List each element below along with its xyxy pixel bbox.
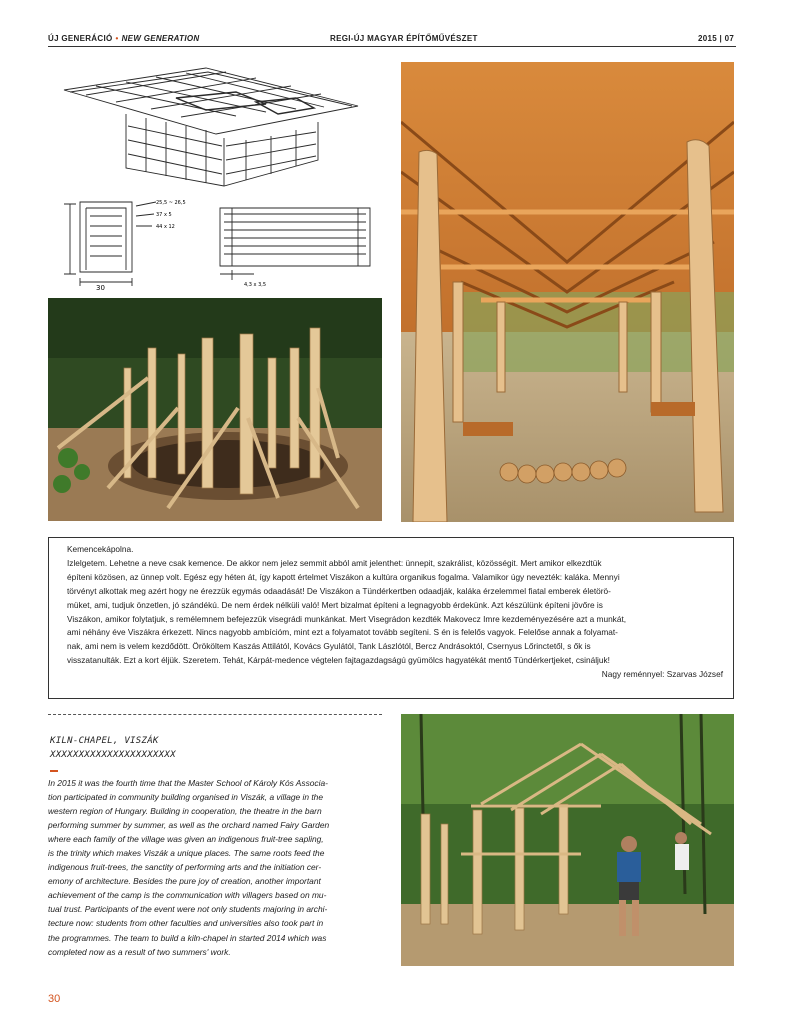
sketch-dims-b: 37 x 5: [156, 212, 172, 218]
caption-line: tual trust. Participants of the event were not only students majoring in archi-: [48, 904, 328, 915]
quote-line: építeni közösen, az ünnep volt. Egész egy héten át, így kapott értelmet Viszákon a kultúra organikus fogalma. Valamikor úgy nevezték: kaláka. Mennyi: [67, 571, 620, 582]
caption-line: western region of Hungary. Building in cooperation, the theatre in the barn: [48, 806, 322, 817]
header-issue: 2015 | 07: [698, 34, 735, 43]
caption-line: emony of architecture. Besides the pure joy of creation, another important: [48, 876, 321, 887]
caption-heading: [50, 734, 176, 762]
header-section-en: NEW GENERATION: [121, 34, 200, 43]
english-caption-text: [48, 776, 384, 959]
sketch-width-label: 30: [96, 284, 105, 292]
sketch-perspective: [56, 62, 366, 188]
sketch-dims-a: 25,5 ~ 26,5: [156, 200, 186, 206]
caption-line: In 2015 it was the fourth time that the Master School of Károly Kós Associa-: [48, 778, 328, 788]
header-separator: •: [115, 34, 119, 43]
header-section-hu: ÚJ GENERÁCIÓ: [48, 34, 113, 43]
caption-line: tecture now: students from other faculties and universities also took part in: [48, 918, 324, 929]
header-center-title: REGI-ÚJ MAGYAR ÉPÍTŐMŰVÉSZET: [330, 34, 478, 43]
quote-signature: Nagy reménnyel: Szarvas József: [601, 669, 723, 680]
caption-line: where each family of the village was given an indigenous fruit-tree sapling,: [48, 834, 324, 845]
photo-chapel-interior-image: [401, 62, 734, 522]
caption-line: tion participated in community building organised in Viszák, a village in the: [48, 792, 323, 803]
hungarian-quote-box: [48, 537, 734, 699]
photo-pole-circle-image: [48, 298, 382, 521]
photo-pole-circle: [48, 298, 382, 521]
quote-line: nak, ami nem is velem kezdődött. Örököltem Kaszás Attilától, Kovács Gyulától, Tank Lászlótól, Bercz Andrásoktól, Csernyus Lőrinctetől, s ők is: [67, 641, 591, 652]
sketch-elevation: [214, 200, 378, 292]
page-number: 30: [48, 993, 61, 1005]
caption-line: the programmes. The team to build a kiln-chapel in started 2014 which was: [48, 932, 327, 943]
sketch-dims-e: 4,3 x 3,5: [244, 282, 267, 288]
header-rule: [48, 46, 736, 47]
sketch-dims-c: 44 x 12: [156, 224, 175, 230]
sketch-section-drawing: [56, 196, 196, 292]
quote-line: müket, ami, tudjuk önzetlen, jó szándékú. De nem érdek nélküli való! Mert bizalmat építeni a legnagyobb érdekünk. Azt készülünk építeni jövőre is: [67, 599, 603, 610]
quote-line: törvényt alkottak meg azért hogy ne érezzük egymás odaadását! De Viszákon a Tündérkertben odaadják, kaláka érzelemmel fiatal emberek életörö-: [67, 585, 611, 596]
caption-line: achievement of the camp is the communication with villagers based on mu-: [48, 890, 327, 901]
caption-line: performing summer by summer, as well as the orchard named Fairy Garden: [48, 820, 330, 831]
quote-line: Izlelgetem. Lehetne a neve csak kemence. De akkor nem jelez semmit abból amit jelenthet: ünnepit, szakrálist, közösségit. Mert amikor elkezdtük: [67, 557, 602, 568]
quote-line: Viszákon, amikor folytatjuk, s remélemnem befejezzük visegrádi munkánkat. Mert Visegrádon kezdték Makovecz Imre kezdeményezésére azt a munkát,: [67, 613, 627, 624]
quote-line: ami néhány éve Viszákra érkezett. Nincs nagyobb ambícióm, mint ezt a folyamatot tovább segíteni. S én is felelős vagyok. Felelőse annak a folyamat-: [67, 627, 618, 638]
quote-title: Kemencekápolna.: [67, 544, 134, 554]
sketch-section: [56, 196, 196, 292]
sketch-elevation-drawing: [214, 200, 378, 292]
caption-line: indigenous fruit-trees, the sanctity of performing arts and the initiation cer-: [48, 862, 322, 873]
accent-dash: [50, 770, 58, 772]
photo-frame-construction: [401, 714, 734, 966]
quote-line: visszatanulták. Ezt a kort éljük. Szeretem. Tehát, Kárpát-medence végtelen fajtagazdagságú gyümölcs hagyatékát mentő Tündérkertjeket, csináljuk!: [67, 655, 610, 666]
caption-line: is the trinity which makes Viszák a unique places. The same roots feed the: [48, 848, 325, 859]
caption-line: completed now as a result of two summers' work.: [48, 946, 231, 957]
caption-subtitle: XXXXXXXXXXXXXXXXXXXXXX: [50, 750, 176, 760]
sketch-perspective-drawing: [56, 62, 366, 188]
photo-frame-construction-image: [401, 714, 734, 966]
caption-title: KILN-CHAPEL, VISZÁK: [50, 736, 159, 746]
photo-chapel-interior: [401, 62, 734, 522]
header-section: [48, 34, 199, 43]
dashed-divider: [48, 714, 382, 715]
